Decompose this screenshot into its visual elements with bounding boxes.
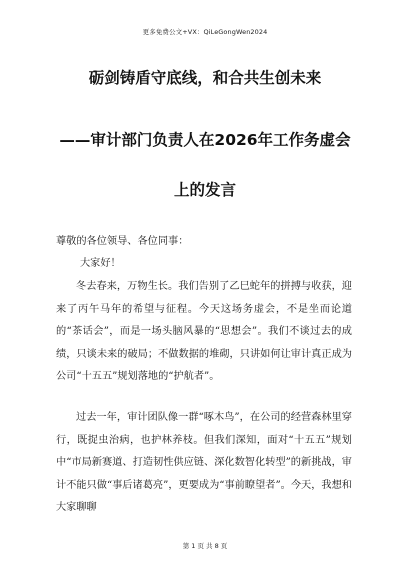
page-number: 第 1 页 共 8 页 xyxy=(182,542,228,550)
header-note: 更多免费公文+VX：QiLeGongWen2024 xyxy=(142,28,268,36)
salutation: 尊敬的各位领导、各位同事： xyxy=(56,236,189,247)
greeting: 大家好！ xyxy=(80,258,121,269)
document-title: 砺剑铸盾守底线，和合共生创未来 xyxy=(88,69,322,87)
body-paragraph-2: 过去一年，审计团队像一群“啄木鸟”，在公司的经营森林里穿行，既捉虫治病，也护林养枝。但我们深知，面对“十五五”规划中“市局新赛道、打造韧性供应链、深化数智化转型”的新挑战，审计不能只做“事后诸葛亮”，更要成为“事前瞭望者”。今天，我想和大家聊聊 xyxy=(56,412,352,513)
document-subtitle-continued: 上的发言 xyxy=(173,181,236,199)
body-paragraph-1: 冬去春来，万物生长。我们告别了乙巳蛇年的拼搏与收获，迎来了丙午马年的希望与征程。今天这场务虚会，不是坐而论道的“茶话会”，而是一场头脑风暴的“思想会”。我们不谈过去的成绩，只谈未来的破局；不做数据的堆砌，只讲如何让审计真正成为公司“十五五”规划落地的“护航者”。 xyxy=(56,281,352,382)
document-subtitle: ——审计部门负责人在2026年工作务虚会 xyxy=(59,131,351,149)
